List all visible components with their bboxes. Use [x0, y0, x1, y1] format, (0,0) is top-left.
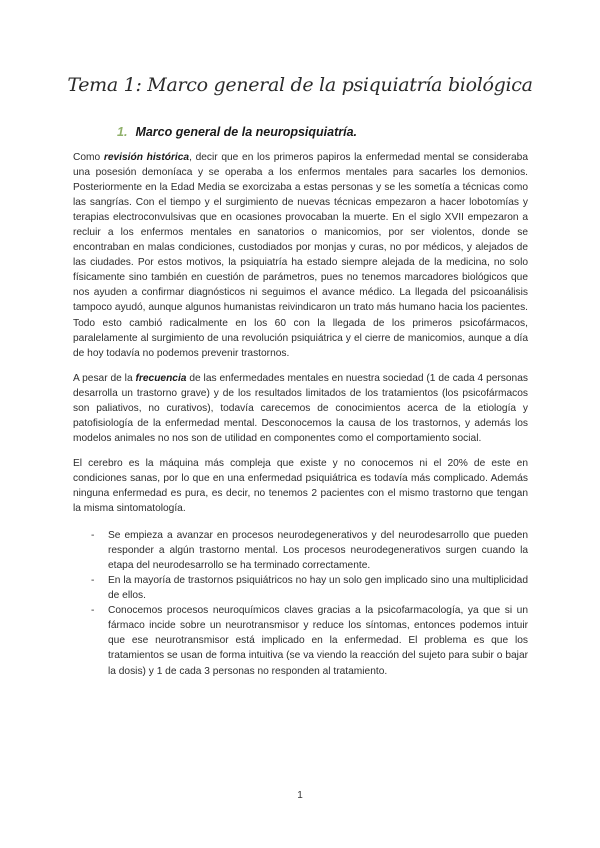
list-item-text: En la mayoría de trastornos psiquiátricos no hay un solo gen implicado sino una multiplicidad de ellos.	[108, 575, 528, 602]
section-heading-text: Marco general de la neuropsiquiatría.	[135, 125, 358, 139]
section-number: 1.	[117, 125, 128, 139]
paragraph-history	[73, 150, 528, 361]
page-title: Tema 1: Marco general de la psiquiatría biológica	[67, 74, 533, 96]
paragraph-text: de las enfermedades mentales en nuestra sociedad (1 de cada 4 personas desarrolla un trastorno grave) y de los resultados limitados de los tratamientos (los psicofármacos son paliativos, no curativos), todavía carecemos de conocimientos acerca de la etiología y patofisiología de la enfermedad mental. Desconocemos la causa de los trastornos, y además los modelos animales no nos son de utilidad en componentes como el comportamiento social.	[73, 372, 528, 444]
list-item	[73, 528, 528, 573]
emphasis-frequency: frecuencia	[135, 372, 187, 384]
list-item-text: Se empieza a avanzar en procesos neurodegenerativos y del neurodesarrollo que pueden responder a algún trastorno mental. Los procesos neurodegenerativos surgen cuando la etapa del neurodesarrollo se ha terminado correctamente.	[108, 530, 528, 572]
dash-marker: -	[91, 530, 95, 542]
list-item	[73, 573, 528, 603]
paragraph-lead: Como	[73, 152, 104, 163]
emphasis-historical-review: revisión histórica	[103, 152, 190, 163]
list-item	[73, 603, 528, 678]
body-text	[73, 150, 528, 679]
bullet-list	[73, 528, 528, 678]
dash-marker: -	[91, 575, 95, 587]
section-heading	[117, 125, 357, 139]
dash-marker: -	[91, 605, 95, 617]
list-item-text: Conocemos procesos neuroquímicos claves gracias a la psicofarmacología, ya que si un fármaco incide sobre un neurotransmisor y reduce los síntomas, entonces podemos intuir que ese neurotransmisor está implicado en la enfermedad. El problema es que los tratamientos se usan de forma intuitiva (se va viendo la reacción del sujeto para subir o bajar la dosis) y 1 de cada 3 personas no responden al tratamiento.	[108, 605, 528, 677]
paragraph-lead: A pesar de la	[73, 372, 136, 384]
page-number: 1	[297, 790, 303, 801]
paragraph-frequency	[73, 371, 528, 446]
paragraph-brain: El cerebro es la máquina más compleja que existe y no conocemos ni el 20% de este en condiciones sanas, por lo que en una enfermedad psiquiátrica es todavía más complicado. Además ninguna enfermedad es pura, es decir, no tenemos 2 pacientes con el mismo trastorno que tengan la misma sintomatología.	[73, 457, 528, 515]
paragraph-text: , decir que en los primeros papiros la enfermedad mental se consideraba una posesión demoníaca y se operaba a los enfermos mentales para sacarles los demonios. Posteriormente en la Edad Media se exorcizaba a estas personas y se les sometía a técnicas como las sangrías. Con el tiempo y el surgimiento de nuevas técnicas empezaron a hacer lobotomías y terapias electroconvulsivas que en ocasiones provocaban la muerte. En el siglo XVII empezaron a recluir a los enfermos mentales en sanatorios o manicomios, por ser violentos, donde se encontraban en malas condiciones, custodiados por monjas y curas, no por médicos, y alejados de las ciudades. Por estos motivos, la psiquiatría ha estado siempre alejada de la medicina, no solo físicamente sino también en cuestión de parámetros, pues no tenemos marcadores biológicos que nos ayuden a confirmar diagnósticos ni seguimos el avance médico. La llegada del psicoanálisis tampoco ayudó, aunque algunos humanistas reivindicaron un trato más humano hacia los pacientes. Todo esto cambió radicalmente en los 60 con la llegada de los primeros psicofármacos, paralelamente al surgimiento de una revolución psiquiátrica y el cierre de manicomios, aunque a día de hoy todavía no podemos prevenir trastornos.	[73, 152, 528, 359]
